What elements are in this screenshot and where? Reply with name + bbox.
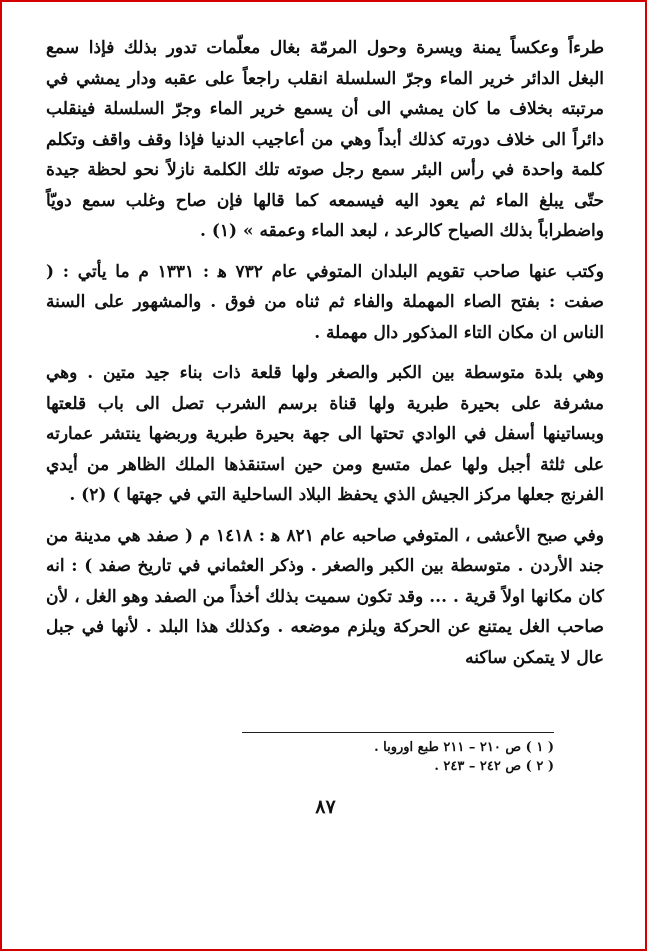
main-text bbox=[46, 33, 604, 673]
footnotes bbox=[242, 738, 554, 776]
paragraph-1: طرءاً وعكساً يمنة ويسرة وحول المرمّة بغال معلّمات تدور بذلك فإذا سمع البغل الدائر خرير الماء وجرّ السلسلة انقلب راجعاً على عقبه ودار يمشي في مرتبته بخلاف ما كان يمشي الى أن يسمع خرير الماء وجرّ السلسلة فينقلب دائراً الى خلاف دورته كذلك أبداً وهي من أعاجيب الدنيا فإذا وقف واقف وتكلم كلمة واحدة في رأس البئر سمع رجل صوته تلك الكلمة نازلاً نحو لحظة جيدة حتّى يبلغ الماء ثم يعود اليه فيسمعه كما قالها فإن صاح وغلب سمع دويّاً واضطراباً بذلك الصياح كالرعد ، لبعد الماء وعمقه » (١) . bbox=[46, 38, 604, 241]
footnote-divider bbox=[242, 732, 554, 733]
footnote-1: ( ١ ) ص ٢١٠ – ٢١١ طبع اوروبا . bbox=[374, 740, 554, 755]
paragraph-4: وفي صبح الأعشى ، المتوفي صاحبه عام ٨٢١ ﻫ : ١٤١٨ م ( صفد هي مدينة من جند الأردن . متوسطة بين الكبر والصغر . وذكر العثماني في تاريخ صفد ) : انه كان مكانها اولاً قرية . ... وقد تكون سميت بذلك أخذاً من الصفد وهو الغل ، لأن صاحب الغل يمتنع عن الحركة ويلزم موضعه . وكذلك هذا البلد . لأنها في جبل عال لا يتمكن ساكنه bbox=[46, 525, 604, 668]
page-number: ٨٧ bbox=[315, 796, 336, 818]
paragraph-2: وكتب عنها صاحب تقويم البلدان المتوفي عام ٧٣٢ ﻫ : ١٣٣١ م ما يأتي : ( صفت : بفتح الصاء المهملة والفاء ثم ثناه من فوق . والمشهور على السنة الناس ان مكان التاء المذكور دال مهملة . bbox=[46, 261, 604, 343]
footnote-2: ( ٢ ) ص ٢٤٢ – ٢٤٣ . bbox=[434, 759, 554, 774]
paragraph-3: وهي بلدة متوسطة بين الكبر والصغر ولها قلعة ذات بناء جيد متين . وهي مشرفة على بحيرة طبرية ولها قناة برسم الشرب تصل الى باب قلعتها وبساتينها أسفل في الوادي تحتها الى جهة بحيرة طبرية وربضها ينتشر عمارته على ثلثة أجبل ولها عمل متسع ومن حين استنقذها الملك الظاهر من أيدي الفرنج جعلها مركز الجيش الذي يحفظ البلاد الساحلية التي في جهتها ) (٢) . bbox=[46, 363, 604, 505]
